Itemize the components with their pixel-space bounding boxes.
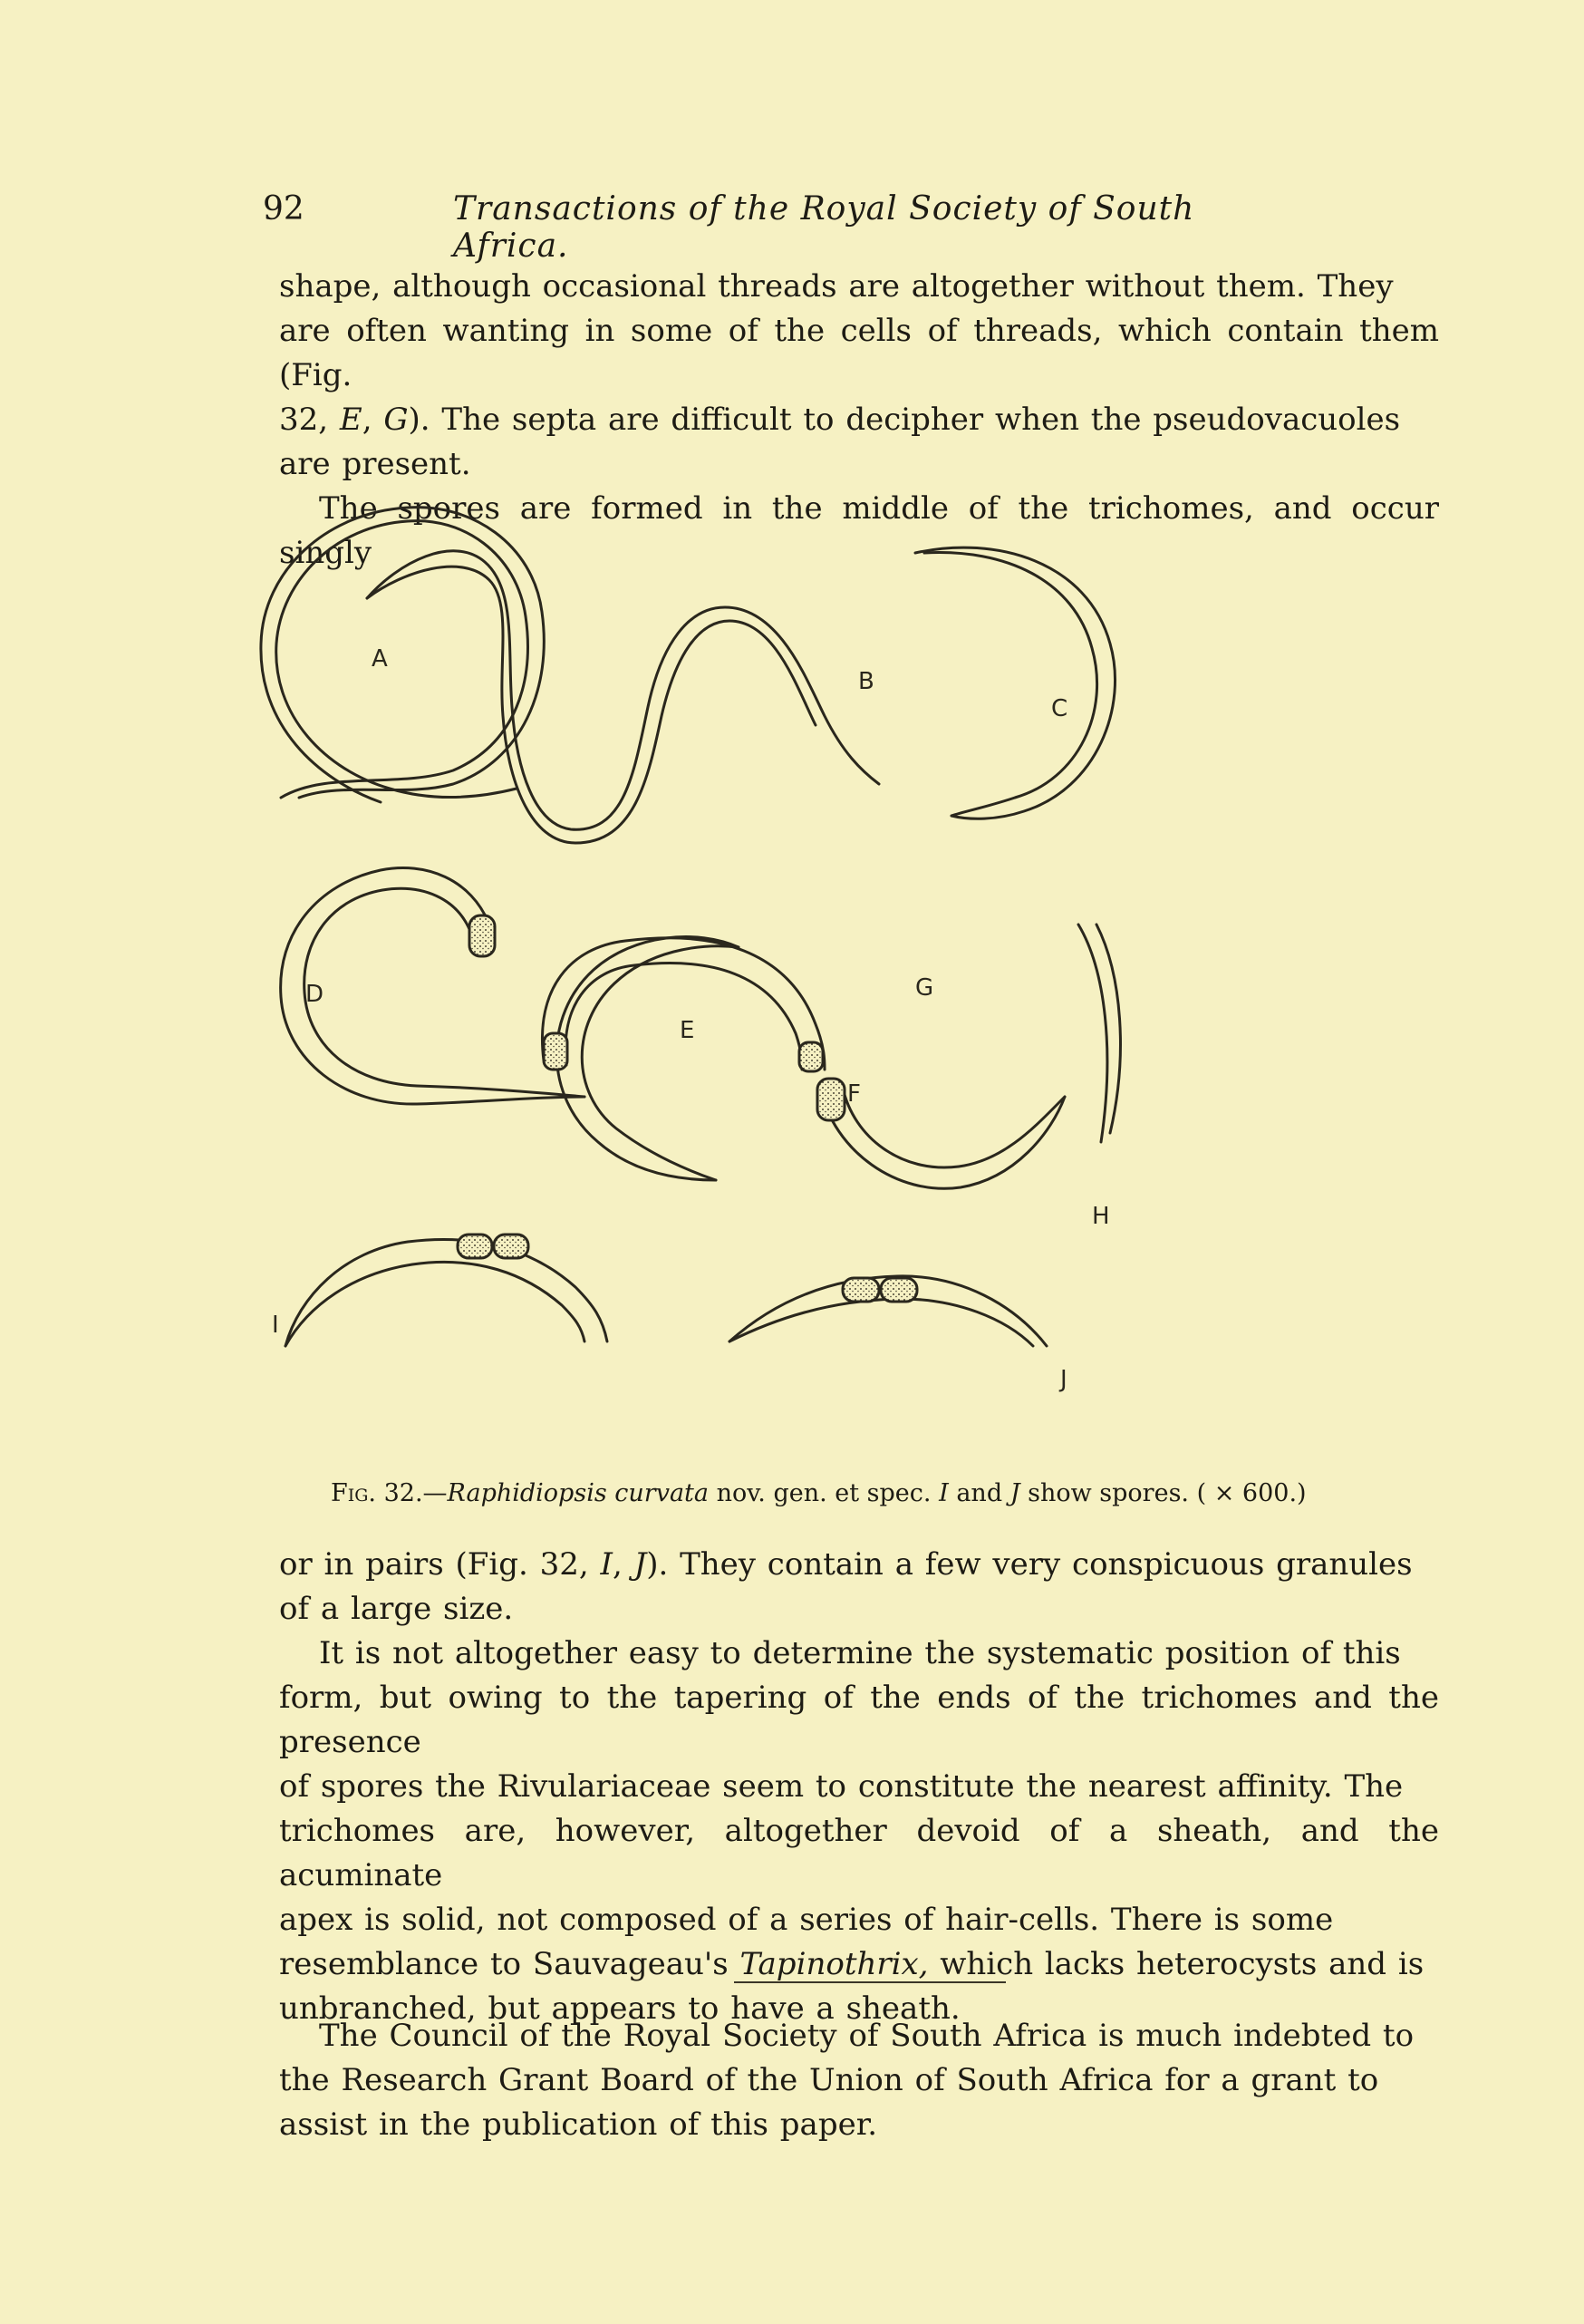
- label-j: J: [1060, 1366, 1067, 1393]
- label-e: E: [680, 1017, 695, 1044]
- text-line: assist in the publication of this paper.: [279, 2106, 878, 2143]
- trichome-b: [367, 551, 879, 843]
- text-line: 32, E, G). The septa are difficult to decipher when the pseudovacuoles: [279, 402, 1401, 438]
- text-line: The spores are formed in the middle of the trichomes, and occur singly: [279, 490, 1439, 571]
- trichome-g: [542, 938, 825, 1071]
- text-line: unbranched, but appears to have a sheath.: [279, 1990, 961, 2027]
- section-divider: [734, 1981, 1006, 1983]
- text-line: It is not altogether easy to determine the systematic position of this: [319, 1635, 1401, 1671]
- trichome-i: [285, 1235, 607, 1346]
- text-line: the Research Grant Board of the Union of South Africa for a grant to: [279, 2062, 1379, 2098]
- running-head: Transactions of the Royal Society of South Africa.: [453, 190, 1195, 265]
- text-line: shape, although occasional threads are altogether without them. They: [279, 268, 1394, 305]
- label-d: D: [305, 981, 324, 1008]
- text-line: of a large size.: [279, 1591, 514, 1627]
- paragraph-2: [279, 1543, 1439, 2031]
- page-header: [263, 190, 1260, 265]
- label-c: C: [1051, 695, 1068, 722]
- trichome-d: [281, 868, 584, 1105]
- text-line: or in pairs (Fig. 32, I, J). They contain a few very conspicuous granules: [279, 1546, 1413, 1583]
- text-line: are often wanting in some of the cells of threads, which contain them (Fig.: [279, 313, 1439, 393]
- text-line: are present.: [279, 446, 471, 482]
- label-b: B: [858, 668, 874, 695]
- label-i: I: [272, 1312, 279, 1339]
- text-line: apex is solid, not composed of a series of hair-cells. There is some: [279, 1902, 1334, 1938]
- text-line: of spores the Rivulariaceae seem to constitute the nearest affinity. The: [279, 1768, 1404, 1805]
- label-a: A: [372, 645, 388, 673]
- text-line: resemblance to Sauvageau's Tapinothrix, which lacks heterocysts and is: [279, 1946, 1425, 1982]
- trichome-e: [556, 937, 739, 1180]
- text-line: form, but owing to the tapering of the ends of the trichomes and the presence: [279, 1680, 1439, 1760]
- page-number: 92: [263, 190, 304, 228]
- acknowledgement: [279, 2014, 1439, 2147]
- figure-drawing: [245, 499, 1477, 1486]
- label-h: H: [1092, 1203, 1110, 1230]
- figure-caption: Fig. 32.—Raphidiopsis curvata nov. gen. et spec. I and J show spores. ( × 600.): [331, 1479, 1307, 1507]
- figure-32: [245, 499, 1477, 1486]
- text-line: The Council of the Royal Society of South Africa is much indebted to: [319, 2018, 1415, 2054]
- text-line: trichomes are, however, altogether devoid of a sheath, and the acuminate: [279, 1813, 1439, 1893]
- trichome-h: [1078, 925, 1120, 1142]
- label-g: G: [915, 974, 934, 1002]
- trichome-c: [915, 547, 1116, 818]
- label-f: F: [847, 1080, 861, 1108]
- trichome-j: [729, 1276, 1047, 1346]
